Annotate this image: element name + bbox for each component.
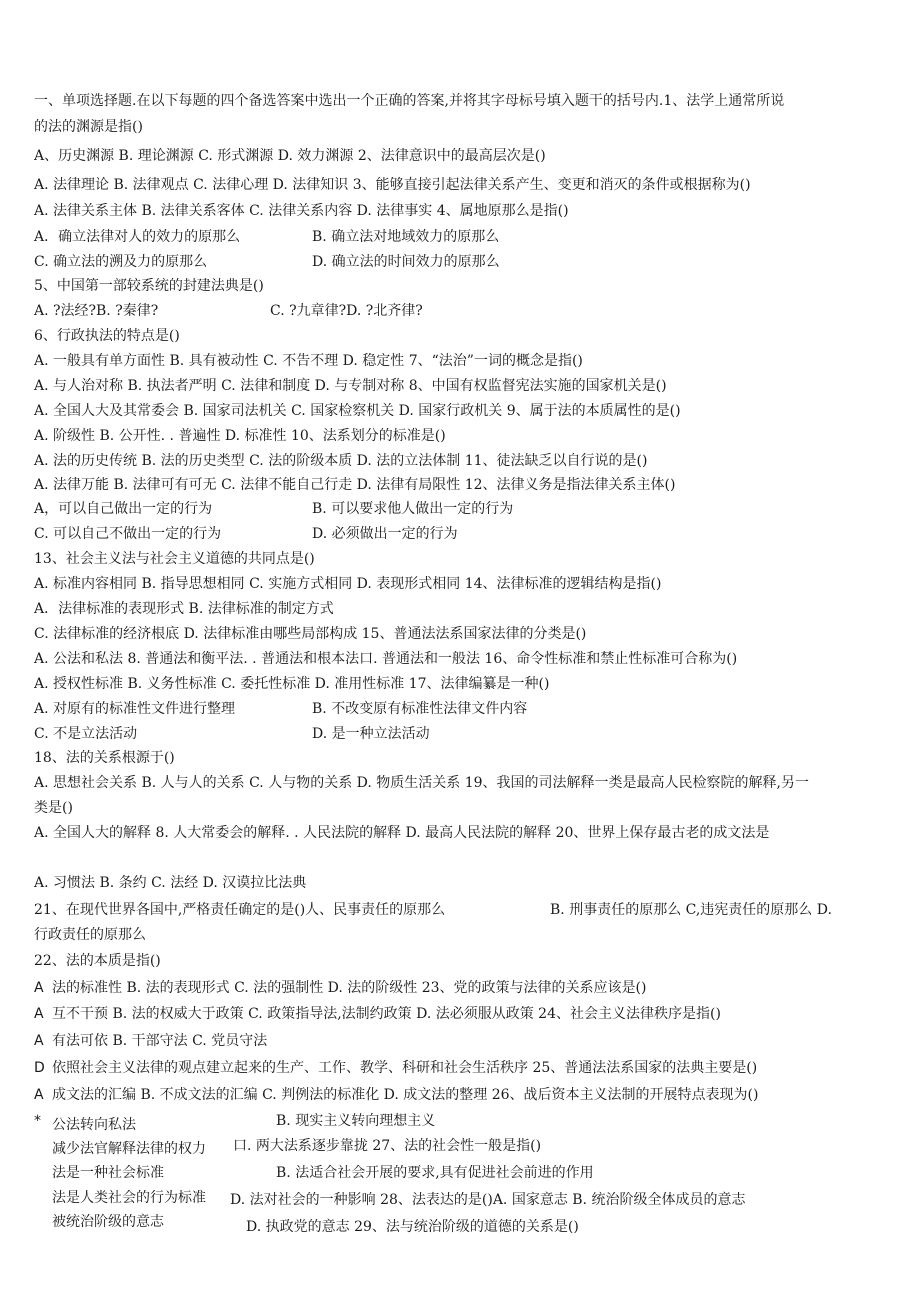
text-line: A．法律标准的表现形式 B. 法律标准的制定方式	[34, 601, 334, 617]
text-line: D. 确立法的时间效力的原那么	[312, 254, 500, 270]
text-line: D. 法对社会的一种影响 28、法表达的是()A. 国家意志 B. 统治阶级全体成员的意志	[230, 1192, 746, 1208]
text-line: A. 公法和私法 8. 普通法和衡平法. . 普通法和根本法口. 普通法和一般法 16、命令性标准和禁止性标准可合称为()	[34, 651, 738, 667]
text-line: 法是一种社会标准	[52, 1165, 164, 1181]
option-marker: D	[34, 1060, 45, 1076]
text-line: 一、单项选择题.在以下每题的四个备选答案中选出一个正确的答案,并将其字母标号填入题干的括号内.1、法学上通常所说	[34, 93, 785, 109]
text-line: B. 现实主义转向理想主义	[276, 1113, 436, 1129]
text-line: 法是人类社会的行为标准	[52, 1190, 206, 1206]
text-line: 13、社会主义法与社会主义道德的共同点是()	[34, 551, 315, 567]
text-line: A. 授权性标准 B. 义务性标准 C. 委托性标准 D. 准用性标准 17、法律编纂是一种()	[34, 676, 550, 692]
text-line: A. 全国人大的解释 8. 人大常委会的解释. . 人民法院的解释 D. 最高人民法院的解释 20、世界上保存最古老的成文法是	[34, 825, 770, 841]
text-line: A. 与人治对称 B. 执法者严明 C. 法律和制度 D. 与专制对称 8、中国有权监督宪法实施的国家机关是()	[34, 378, 667, 394]
text-line: D. 必须做出一定的行为	[312, 526, 458, 542]
text-line: 减少法官解释法律的权力	[52, 1141, 206, 1157]
text-line: 互不干预 B. 法的权威大于政策 C. 政策指导法,法制约政策 D. 法必须服从政策 24、社会主义法律秩序是指()	[52, 1006, 721, 1022]
option-marker: A	[34, 1006, 44, 1022]
text-line: 5、中国第一部较系统的封建法典是()	[34, 278, 264, 294]
text-line: 被统治阶级的意志	[52, 1214, 164, 1230]
text-line: 公法转向私法	[52, 1117, 136, 1133]
text-line: C. 不是立法活动	[34, 726, 138, 742]
text-line: C. 可以自己不做出一定的行为	[34, 526, 222, 542]
option-marker: A	[34, 1033, 44, 1049]
text-line: A. 法律万能 B. 法律可有可无 C. 法律不能自己行走 D. 法律有局限性 12、法律义务是指法律关系主体()	[34, 477, 676, 493]
text-line: C. ?九章律?D. ?北齐律?	[270, 303, 423, 319]
text-line: D. 是一种立法活动	[312, 726, 430, 742]
text-line: 类是()	[34, 800, 73, 816]
text-line: 21、在现代世界各国中,严格责任确定的是()人、民事责任的原那么	[34, 902, 446, 918]
text-line: 行政责任的原那么	[34, 927, 146, 943]
text-line: A. 法的历史传统 B. 法的历史类型 C. 法的阶级本质 D. 法的立法体制 11、徒法缺乏以自行说的是()	[34, 453, 648, 469]
text-line: A. 对原有的标准性文件进行整理	[34, 701, 236, 717]
text-line: C. 法律标准的经济根底 D. 法律标准由哪些局部构成 15、普通法法系国家法律的分类是()	[34, 626, 587, 642]
text-line: A. 一般具有单方面性 B. 具有被动性 C. 不告不理 D. 稳定性 7、“法治”一词的概念是指()	[34, 353, 583, 369]
option-marker: *	[34, 1113, 41, 1129]
text-line: 口. 两大法系逐步靠拢 27、法的社会性一般是指()	[233, 1138, 542, 1154]
text-line: A. 标准内容相同 B. 指导思想相同 C. 实施方式相同 D. 表现形式相同 14、法律标准的逻辑结构是指()	[34, 576, 662, 592]
text-line: A. 法律理论 B. 法律观点 C. 法律心理 D. 法律知识 3、能够直接引起法律关系产生、变更和消灭的条件或根据称为()	[34, 177, 751, 193]
option-marker: A	[34, 1087, 44, 1103]
text-line: B. 可以要求他人做出一定的行为	[312, 501, 514, 517]
text-line: 有法可依 B. 干部守法 C. 党员守法	[52, 1033, 268, 1049]
text-line: A、历史渊源 B. 理论渊源 C. 形式渊源 D. 效力渊源 2、法律意识中的最高层次是()	[34, 148, 546, 164]
text-line: B. 确立法对地域效力的原那么	[312, 229, 500, 245]
text-line: B. 不改变原有标准性法律文件内容	[312, 701, 528, 717]
text-line: B. 法适合社会开展的要求,具有促进社会前进的作用	[276, 1165, 594, 1181]
text-line: 6、行政执法的特点是()	[34, 328, 180, 344]
text-line: 法的标准性 B. 法的表现形式 C. 法的强制性 D. 法的阶级性 23、党的政策与法律的关系应该是()	[52, 980, 647, 996]
text-line: B. 刑事责任的原那么 C,违宪责任的原那么 D.	[550, 902, 832, 918]
text-line: A. 习惯法 B. 条约 C. 法经 D. 汉谟拉比法典	[34, 875, 307, 891]
text-line: A，可以自己做出一定的行为	[34, 501, 213, 517]
text-line: A. 法律关系主体 B. 法律关系客体 C. 法律关系内容 D. 法律事实 4、属地原那么是指()	[34, 203, 569, 219]
text-line: 18、法的关系根源于()	[34, 750, 175, 766]
text-line: 的法的渊源是指()	[34, 119, 143, 135]
text-line: A. ?法经?B. ?秦律?	[34, 303, 159, 319]
text-line: A. 阶级性 B. 公开性. . 普遍性 D. 标准性 10、法系划分的标准是()	[34, 428, 446, 444]
option-marker: A	[34, 980, 44, 996]
text-line: C. 确立法的溯及力的原那么	[34, 254, 208, 270]
text-line: D. 执政党的意志 29、法与统治阶级的道德的关系是()	[246, 1219, 579, 1235]
text-line: 22、法的本质是指()	[34, 953, 161, 969]
text-line: 成文法的汇编 B. 不成文法的汇编 C. 判例法的标准化 D. 成文法的整理 26、战后资本主义法制的开展特点表现为()	[52, 1087, 759, 1103]
text-line: A．确立法律对人的效力的原那么	[34, 229, 241, 245]
text-line: 依照社会主义法律的观点建立起来的生产、工作、教学、科研和社会生活秩序 25、普通法法系国家的法典主要是()	[52, 1060, 758, 1076]
text-line: A. 思想社会关系 B. 人与人的关系 C. 人与物的关系 D. 物质生活关系 19、我国的司法解释一类是最高人民检察院的解释,另一	[34, 775, 810, 791]
text-line: A. 全国人大及其常委会 B. 国家司法机关 C. 国家检察机关 D. 国家行政机关 9、属于法的本质属性的是()	[34, 403, 681, 419]
